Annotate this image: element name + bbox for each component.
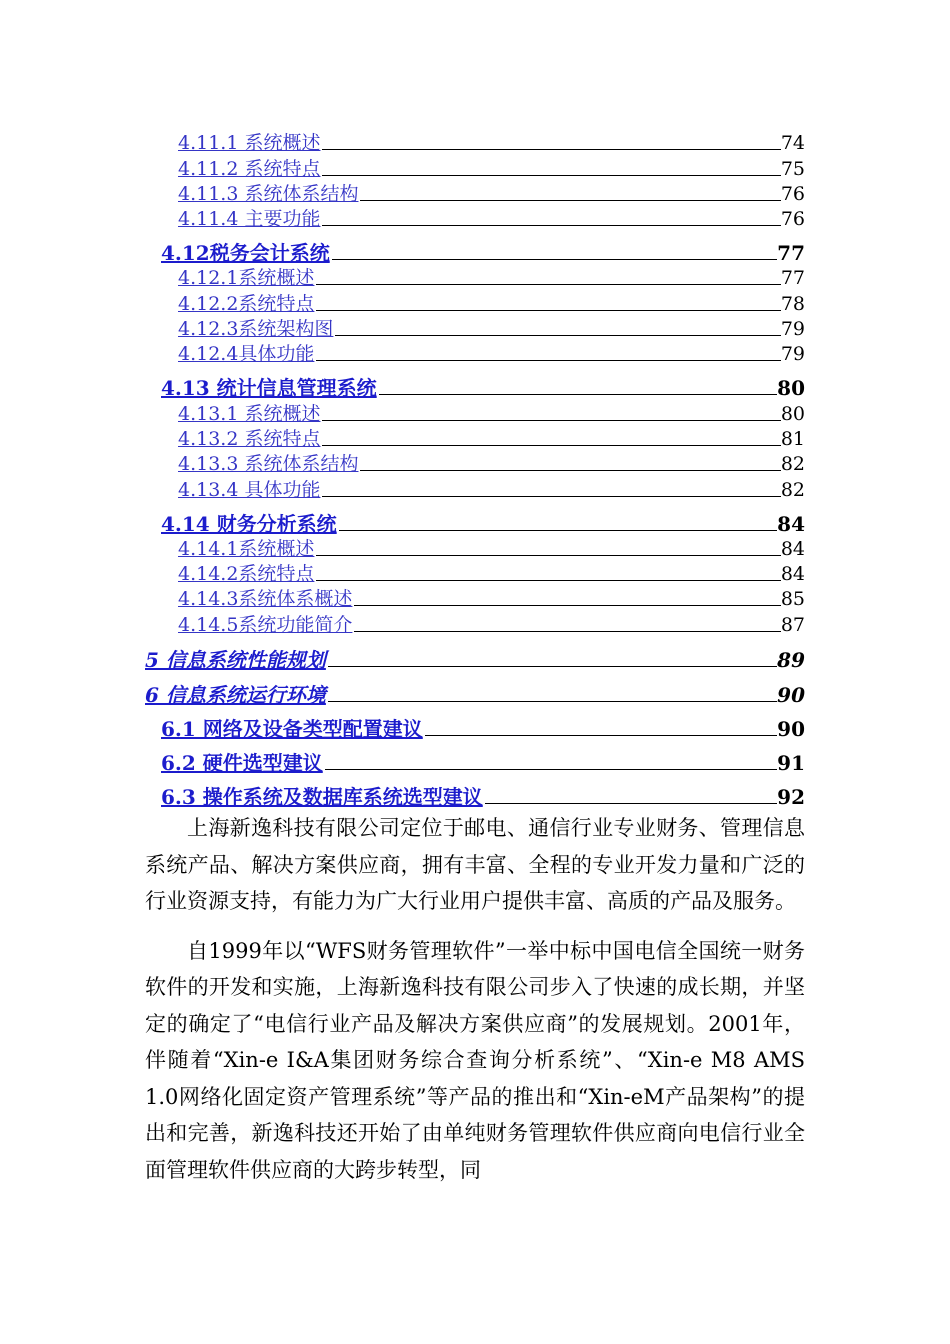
toc-entry[interactable] [0,229,805,266]
toc-entry[interactable] [0,705,805,739]
toc-leader [328,701,777,702]
toc-entry-page: 76 [780,182,805,205]
toc-leader [316,580,780,581]
toc-entry-page: 90 [777,716,805,741]
toc-entry-title[interactable]: 4.13.1 系统概述 [178,402,321,425]
toc-entry-page: 77 [780,267,805,290]
toc-entry-page: 80 [780,402,805,425]
toc-entry-title[interactable]: 6.3 操作系统及数据库系统选型建议 [161,784,483,809]
toc-entry-title[interactable]: 4.14.1系统概述 [178,537,315,560]
toc-entry-page: 74 [780,132,805,155]
company-description [145,810,805,1201]
toc-entry[interactable] [0,314,805,339]
toc-entry-title[interactable]: 4.14.3系统体系概述 [178,588,353,611]
toc-entry-page: 79 [780,318,805,341]
toc-entry-title[interactable]: 4.11.4 主要功能 [178,208,321,231]
toc-leader [360,200,780,201]
toc-leader [335,335,780,336]
toc-entry[interactable] [0,670,805,705]
toc-entry-page: 84 [780,537,805,560]
toc-entry-page: 92 [777,784,805,809]
toc-entry[interactable] [0,739,805,773]
toc-entry[interactable] [0,584,805,609]
toc-entry[interactable] [0,263,805,288]
toc-entry[interactable] [0,500,805,534]
toc-entry-page: 80 [777,376,805,401]
toc-entry[interactable] [0,474,805,499]
toc-entry-page: 77 [777,241,805,266]
toc-entry-page: 85 [780,588,805,611]
toc-entry[interactable] [0,635,805,670]
toc-entry[interactable] [0,449,805,474]
toc-entry-title[interactable]: 4.13.4 具体功能 [178,478,321,501]
toc-leader [322,149,780,150]
toc-leader [485,803,777,804]
toc-entry-page: 84 [777,511,805,536]
toc-entry-page: 82 [780,478,805,501]
toc-entry-title[interactable]: 4.12.1系统概述 [178,267,315,290]
toc-entry[interactable] [0,773,805,807]
toc-entry-title[interactable]: 4.11.2 系统特点 [178,157,321,180]
toc-leader [332,259,777,260]
toc-entry[interactable] [0,153,805,178]
toc-entry-title[interactable]: 6.1 网络及设备类型配置建议 [161,716,423,741]
toc-leader [425,735,777,736]
toc-leader [322,225,780,226]
toc-entry[interactable] [0,288,805,313]
toc-entry-page: 76 [780,208,805,231]
toc-entry-title[interactable]: 4.14.5系统功能简介 [178,613,353,636]
toc-entry[interactable] [0,364,805,401]
toc-entry-title[interactable]: 4.11.3 系统体系结构 [178,182,359,205]
toc-entry[interactable] [0,128,805,153]
toc-entry-page: 87 [780,613,805,636]
toc-entry-title[interactable]: 4.12.3系统架构图 [178,318,334,341]
toc-leader [322,420,780,421]
toc-leader [316,310,780,311]
toc-leader [354,605,780,606]
toc-entry-title[interactable]: 4.14.2系统特点 [178,563,315,586]
toc-entry-title[interactable]: 4.12税务会计系统 [161,241,330,266]
toc-entry[interactable] [0,609,805,634]
toc-entry-title[interactable]: 6 信息系统运行环境 [145,682,326,707]
toc-leader [325,769,777,770]
toc-entry[interactable] [0,179,805,204]
toc-entry-page: 89 [777,647,805,672]
toc-entry-page: 91 [777,750,805,775]
toc-entry-page: 78 [780,292,805,315]
toc-leader [339,530,777,531]
toc-leader [322,496,780,497]
toc-entry-page: 90 [777,682,805,707]
toc-leader [316,284,780,285]
toc-entry-page: 81 [780,427,805,450]
toc-entry-title[interactable]: 4.13.3 系统体系结构 [178,453,359,476]
toc-entry-title[interactable]: 4.14 财务分析系统 [161,511,337,536]
toc-entry-page: 84 [780,563,805,586]
body-paragraph: 上海新逸科技有限公司定位于邮电、通信行业专业财务、管理信息系统产品、解决方案供应商，拥有丰富、全程的专业开发力量和广泛的行业资源支持，有能力为广大行业用户提供丰富、高质的产品及服务。 [145,816,805,913]
toc-leader [316,360,780,361]
toc-entry-title[interactable]: 4.13 统计信息管理系统 [161,376,377,401]
toc-entry-title[interactable]: 4.12.4具体功能 [178,343,315,366]
toc-entry-page: 75 [780,157,805,180]
toc-entry[interactable] [0,204,805,229]
table-of-contents [0,128,950,807]
toc-entry-title[interactable]: 4.11.1 系统概述 [178,132,321,155]
toc-entry-page: 79 [780,343,805,366]
toc-leader [379,394,777,395]
toc-entry[interactable] [0,559,805,584]
toc-leader [322,175,780,176]
toc-leader [354,631,780,632]
toc-entry-title[interactable]: 6.2 硬件选型建议 [161,750,323,775]
toc-entry-title[interactable]: 4.12.2系统特点 [178,292,315,315]
toc-entry-title[interactable]: 4.13.2 系统特点 [178,427,321,450]
toc-entry[interactable] [0,424,805,449]
toc-entry[interactable] [0,339,805,364]
toc-entry-page: 82 [780,453,805,476]
toc-leader [316,555,780,556]
toc-entry[interactable] [0,534,805,559]
toc-leader [322,445,780,446]
body-paragraph: 自1999年以“WFS财务管理软件”一举中标中国电信全国统一财务软件的开发和实施，上海新逸科技有限公司步入了快速的成长期，并坚定的确定了“电信行业产品及解决方案供应商”的发展规划。2001年，伴随着“Xin-e I&A集团财务综合查询分析系统”、“Xin-e M8 AMS 1.0网络化固定资产管理系统”等产品的推出和“Xin-eM产品架构”的提出和完善，新逸科技还开始了由单纯财务管理软件供应商向电信行业全面管理软件供应商的大跨步转型，同 [145,938,805,1182]
toc-leader [328,666,777,667]
toc-entry-title[interactable]: 5 信息系统性能规划 [145,647,326,672]
toc-leader [360,470,780,471]
toc-entry[interactable] [0,398,805,423]
